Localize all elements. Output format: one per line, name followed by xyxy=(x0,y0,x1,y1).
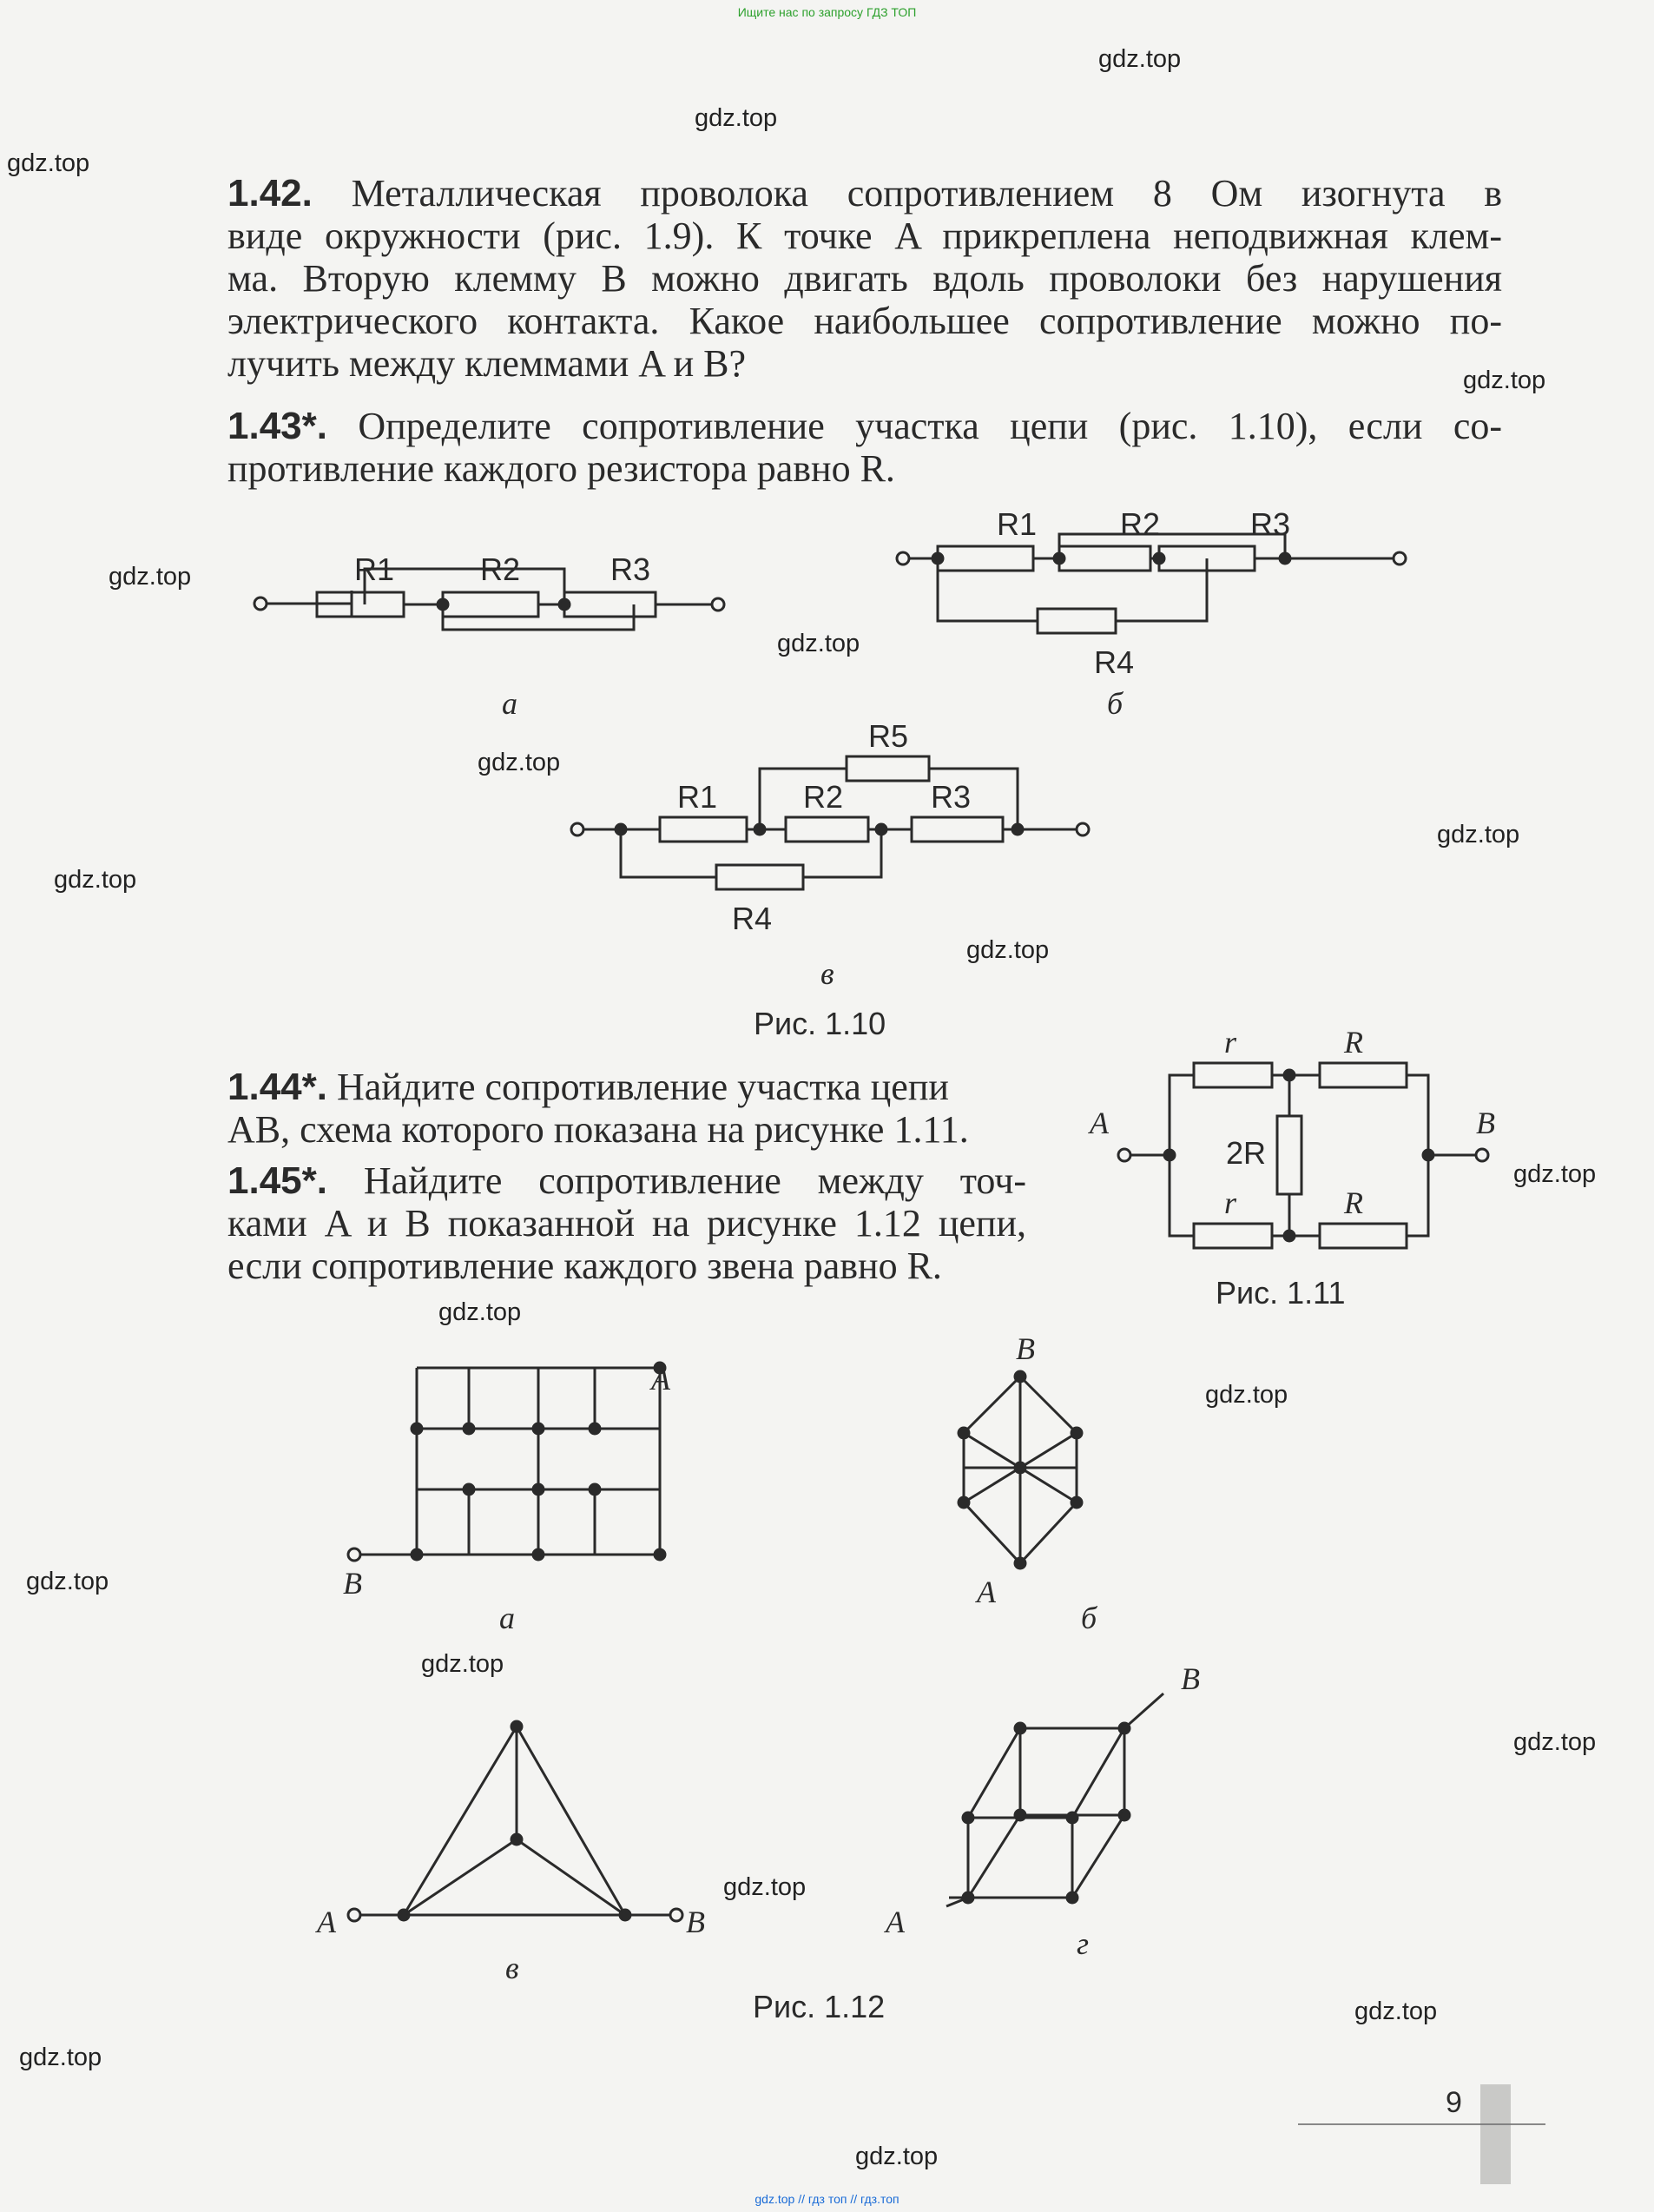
terminal-b: B xyxy=(686,1905,705,1939)
watermark: gdz.top xyxy=(26,1568,109,1595)
footer-banner[interactable]: gdz.top // гдз топ // гдз.топ xyxy=(755,2192,899,2206)
watermark: gdz.top xyxy=(695,104,778,132)
page-number: 9 xyxy=(1446,2086,1462,2119)
label-2R: 2R xyxy=(1226,1135,1267,1171)
problem-number: 1.45*. xyxy=(227,1159,327,1202)
sublabel: б xyxy=(1081,1601,1097,1635)
watermark: gdz.top xyxy=(855,2143,939,2170)
watermark: gdz.top xyxy=(478,749,561,776)
watermark: gdz.top xyxy=(7,149,90,177)
figure-caption: Рис. 1.10 xyxy=(754,1006,886,1041)
sublabel: а xyxy=(499,1601,515,1635)
circuit-1-10c xyxy=(571,718,1089,991)
watermark: gdz.top xyxy=(438,1298,522,1326)
problem-1-45: 1.45*. Найдите сопротивление между точ- ками A и B показанной на рисунке 1.12 цепи, если сопротивление каждого звена равно R. xyxy=(227,1159,1026,1287)
label-r2: R2 xyxy=(480,551,521,587)
problem-1-43: 1.43*. Определите сопротивление участка цепи (рис. 1.10), если со- противление каждого резистора равно R. xyxy=(227,405,1503,490)
label-r5: R5 xyxy=(868,718,909,754)
watermark: gdz.top xyxy=(1098,45,1182,73)
watermark: gdz.top xyxy=(1354,1997,1438,2025)
label-r1: R1 xyxy=(677,779,718,815)
label-R-top: R xyxy=(1344,1025,1363,1060)
terminal-b: B xyxy=(1016,1331,1035,1366)
label-r-top: r xyxy=(1224,1025,1237,1060)
terminal-b: B xyxy=(343,1566,362,1601)
terminal-a: A xyxy=(1090,1106,1109,1140)
problem-1-42: 1.42. Металлическая проволока сопротивлением 8 Ом изогнута в виде окружности (рис. 1.9). К точке A прикреплена неподвижная клем- ма. Вторую клемму B можно двигать вдоль проволоки без нарушения электрического контакта. Какое наибольшее сопротивление можно по- лучить между клеммами A и B? xyxy=(227,172,1502,385)
label-r-bottom: r xyxy=(1224,1185,1237,1220)
figure-sublabel: в xyxy=(505,1951,519,1985)
watermark: gdz.top xyxy=(1513,1728,1597,1756)
watermark: gdz.top xyxy=(1513,1160,1597,1188)
terminal-a: A xyxy=(886,1905,905,1939)
watermark: gdz.top xyxy=(723,1873,807,1901)
resistor-r4 xyxy=(716,865,803,889)
resistor-r1 xyxy=(660,817,747,842)
resistor-2R xyxy=(1277,1116,1301,1194)
figure-1-11 xyxy=(1077,1016,1528,1294)
problem-number: 1.42. xyxy=(227,172,313,215)
figure-1-12 xyxy=(295,1331,1398,1961)
terminal-b: B xyxy=(1181,1661,1200,1696)
resistor-r5 xyxy=(847,756,929,781)
terminal-a: A xyxy=(317,1905,336,1939)
label-r4: R4 xyxy=(732,901,773,936)
figure-caption: Рис. 1.12 xyxy=(753,1989,886,2024)
figure-1-10 xyxy=(226,486,1502,1060)
terminal-b: B xyxy=(1476,1106,1495,1140)
resistor-r4 xyxy=(1038,609,1116,633)
resistor-r2 xyxy=(1059,546,1150,571)
terminal-a: A xyxy=(977,1575,996,1609)
resistor-r3 xyxy=(564,592,656,617)
problem-number: 1.43*. xyxy=(227,405,327,447)
watermark: gdz.top xyxy=(966,936,1050,964)
label-r4: R4 xyxy=(1094,644,1135,680)
label-r1: R1 xyxy=(354,551,395,587)
circuit-1-12c xyxy=(315,1721,705,1939)
problem-number: 1.44*. xyxy=(227,1066,327,1108)
watermark: gdz.top xyxy=(1205,1381,1288,1409)
watermark: gdz.top xyxy=(777,630,860,657)
resistor-r2 xyxy=(443,592,538,617)
circuit-1-10b xyxy=(897,506,1406,721)
circuit-1-12b xyxy=(959,1331,1098,1635)
terminal-a: A xyxy=(651,1362,670,1397)
label-r2: R2 xyxy=(803,779,844,815)
search-banner[interactable]: Ищите нас по запросу ГДЗ ТОП xyxy=(737,5,917,19)
page-edge-shade xyxy=(1480,2084,1511,2184)
resistor-r2 xyxy=(786,817,868,842)
watermark: gdz.top xyxy=(19,2044,102,2071)
label-r3: R3 xyxy=(1250,506,1291,542)
resistor-r1 xyxy=(938,546,1033,571)
circuit-1-12a xyxy=(343,1362,671,1635)
sublabel: б xyxy=(1107,686,1124,721)
label-R-bottom: R xyxy=(1344,1185,1363,1220)
watermark: gdz.top xyxy=(54,866,137,894)
watermark: gdz.top xyxy=(1437,821,1520,848)
sublabel: г xyxy=(1077,1926,1090,1961)
label-r1: R1 xyxy=(997,506,1038,542)
resistor-R-bottom xyxy=(1320,1224,1407,1248)
circuit-1-12d xyxy=(884,1661,1200,1961)
sublabel: в xyxy=(820,956,834,991)
watermark: gdz.top xyxy=(421,1650,504,1678)
circuit-1-10a xyxy=(254,551,724,721)
label-r2: R2 xyxy=(1120,506,1161,542)
label-r3: R3 xyxy=(610,551,651,587)
sublabel: а xyxy=(502,686,517,721)
problem-1-44: 1.44*. Найдите сопротивление участка цепи AB, схема которого показана на рисунке 1.11. xyxy=(227,1066,969,1151)
figure-caption: Рис. 1.11 xyxy=(1216,1275,1346,1311)
label-r3: R3 xyxy=(931,779,972,815)
resistor-r3 xyxy=(912,817,1003,842)
resistor-r-top xyxy=(1194,1063,1272,1087)
watermark: gdz.top xyxy=(1463,366,1546,394)
resistor-R-top xyxy=(1320,1063,1407,1087)
watermark: gdz.top xyxy=(109,563,192,591)
resistor-r-bottom xyxy=(1194,1224,1272,1248)
